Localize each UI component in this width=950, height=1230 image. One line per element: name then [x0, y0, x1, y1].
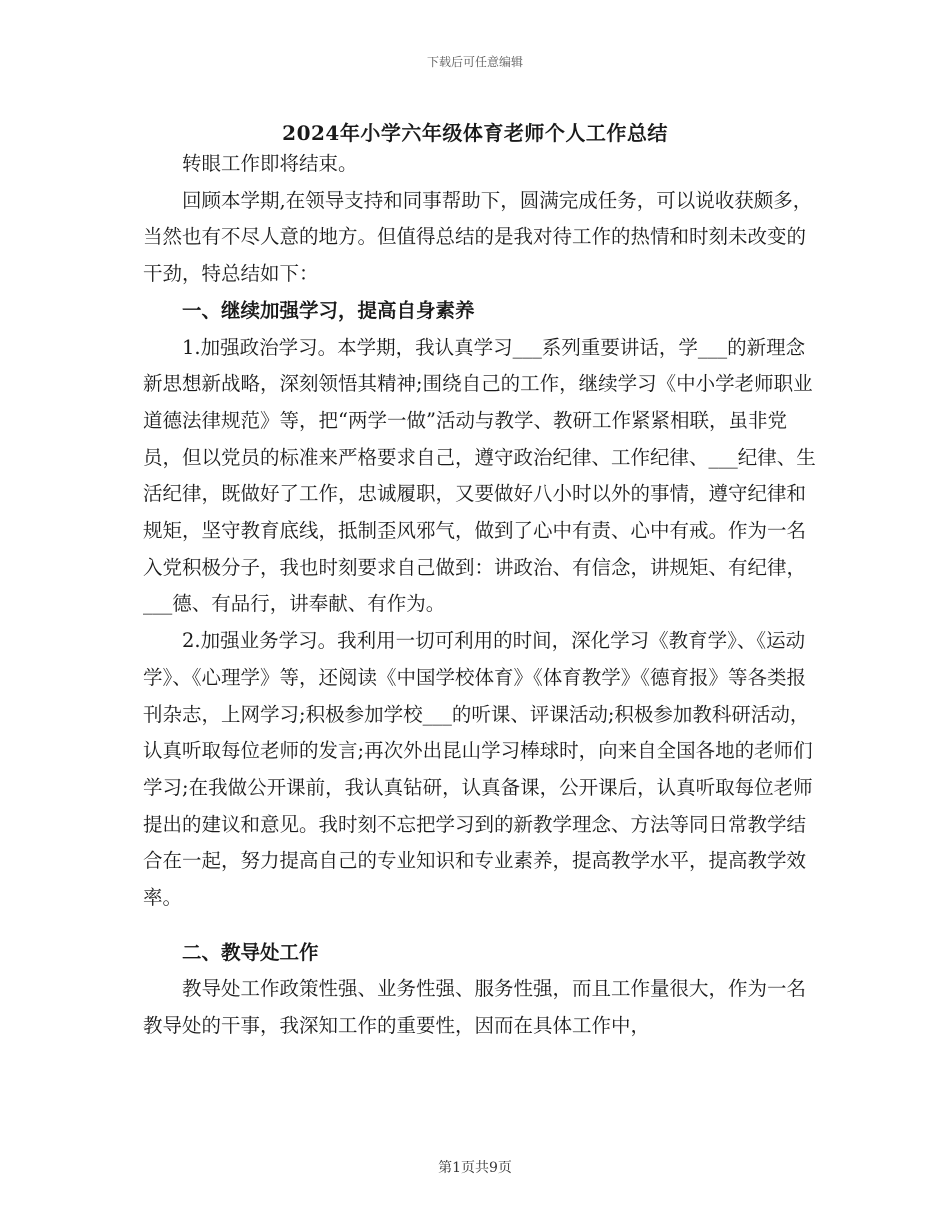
section-1-paragraph-1: 1.加强政治学习。本学期，我认真学习___系列重要讲话，学___的新理念新思想新战略，深刻领悟其精神;围绕自己的工作，继续学习《中小学老师职业道德法律规范》等，把“两学一做”活动与教学、教研工作紧紧相联，虽非党员，但以党员的标准来严格要求自己，遵守政治纪律、工作纪律、___纪律、生活纪律，既做好了工作，忠诚履职，又要做好八小时以外的事情，遵守纪律和规矩，坚守教育底线，抵制歪风邪气，做到了心中有责、心中有戒。作为一名入党积极分子，我也时刻要求自己做到：讲政治、有信念，讲规矩、有纪律，___德、有品行，讲奉献、有作为。 — [143, 335, 816, 616]
section-1-heading: 一、继续加强学习，提高自身素养 — [182, 298, 475, 322]
intro-paragraph-2: 回顾本学期,在领导支持和同事帮助下，圆满完成任务，可以说收获颇多，当然也有不尽人意的地方。但值得总结的是我对待工作的热情和时刻未改变的干劲，特总结如下： — [143, 188, 813, 286]
page-number-footer: 第1页共9页 — [438, 1160, 512, 1176]
section-2-paragraph-1: 教导处工作政策性强、业务性强、服务性强，而且工作量很大，作为一名教导处的干事，我深知工作的重要性，因而在具体工作中， — [143, 977, 807, 1038]
document-title: 2024年小学六年级体育老师个人工作总结 — [282, 121, 668, 145]
page-header-note: 下载后可任意编辑 — [426, 55, 523, 69]
intro-paragraph-1: 转眼工作即将结束。 — [182, 152, 358, 175]
section-spacer — [143, 917, 823, 935]
section-1-paragraph-2: 2.加强业务学习。我利用一切可利用的时间，深化学习《教育学》、《运动学》、《心理学》等，还阅读《中国学校体育》《体育教学》《德育报》等各类报刊杂志，上网学习;积极参加学校___的听课、评课活动;积极参加教科研活动，认真听取每位老师的发言;再次外出昆山学习棒球时，向来自全国各地的老师们学习;在我做公开课前，我认真钻研，认真备课，公开课后，认真听取每位老师提出的建议和意见。我时刻不忘把学习到的新教学理念、方法等同日常教学结合在一起，努力提高自己的专业知识和专业素养，提高教学水平，提高教学效率。 — [143, 629, 813, 910]
document-body — [143, 146, 823, 1045]
section-2-heading: 二、教导处工作 — [182, 940, 319, 964]
